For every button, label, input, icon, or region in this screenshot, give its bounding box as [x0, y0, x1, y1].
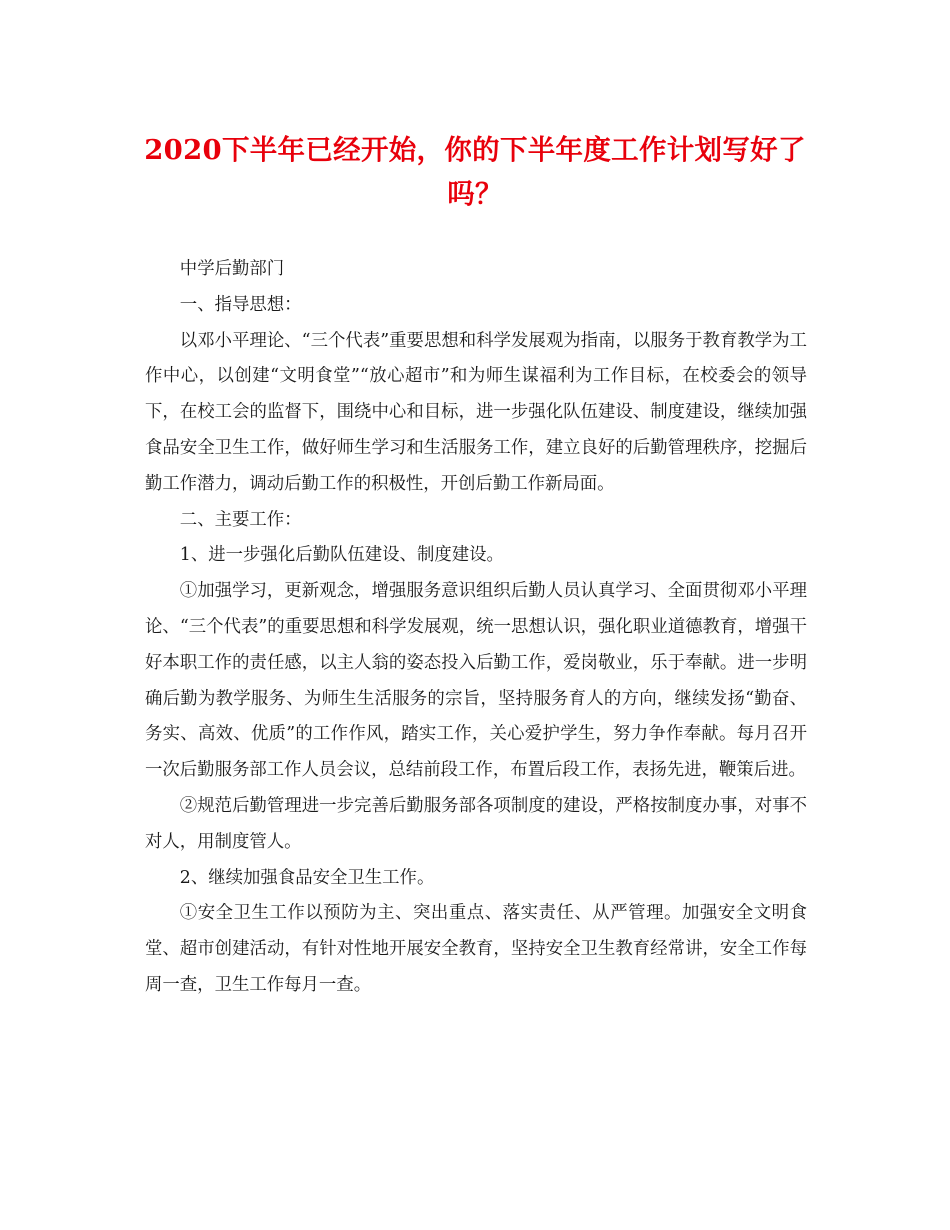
subheading-team-building: 1、进一步强化后勤队伍建设、制度建设。 — [179, 545, 504, 566]
section-heading-main-work: 二、主要工作： — [179, 509, 302, 530]
document-title: 2020下半年已经开始，你的下半年度工作计划写好了吗？ — [144, 134, 806, 210]
subheading-food-safety: 2、继续加强食品安全卫生工作。 — [179, 867, 435, 888]
paragraph-study-and-service: ①加强学习，更新观念，增强服务意识组织后勤人员认真学习、全面贯彻邓小平理论、“三个代表”的重要思想和科学发展观，统一思想认识，强化职业道德教育，增强干好本职工作的责任感，以主人翁的姿态投入后勤工作，爱岗敬业，乐于奉献。进一步明确后勤为教学服务、为师生生活服务的宗旨，坚持服务育人的方向，继续发扬“勤奋、务实、高效、优质”的工作作风，踏实工作，关心爱护学生，努力争作奉献。每月召开一次后勤服务部工作人员会议，总结前段工作，布置后段工作，表扬先进，鞭策后进。 — [145, 581, 807, 781]
paragraph-guiding-ideology: 以邓小平理论、“三个代表”重要思想和科学发展观为指南，以服务于教育教学为工作中心，以创建“文明食堂”“放心超市”和为师生谋福利为工作目标，在校委会的领导下，在校工会的监督下，围绕中心和目标，进一步强化队伍建设、制度建设，继续加强食品安全卫生工作，做好师生学习和生活服务工作，建立良好的后勤管理秩序，挖掘后勤工作潜力，调动后勤工作的积极性，开创后勤工作新局面。 — [145, 330, 807, 494]
department-heading: 中学后勤部门 — [179, 259, 285, 279]
paragraph-standardize-management: ②规范后勤管理进一步完善后勤服务部各项制度的建设，严格按制度办事，对事不对人，用制度管人。 — [145, 795, 807, 852]
paragraph-safety-hygiene: ①安全卫生工作以预防为主、突出重点、落实责任、从严管理。加强安全文明食堂、超市创建活动，有针对性地开展安全教育，坚持安全卫生教育经常讲，安全工作每周一查，卫生工作每月一查。 — [145, 903, 807, 995]
section-heading-guiding-ideology: 一、指导思想： — [179, 294, 302, 315]
document-body — [145, 252, 807, 1004]
